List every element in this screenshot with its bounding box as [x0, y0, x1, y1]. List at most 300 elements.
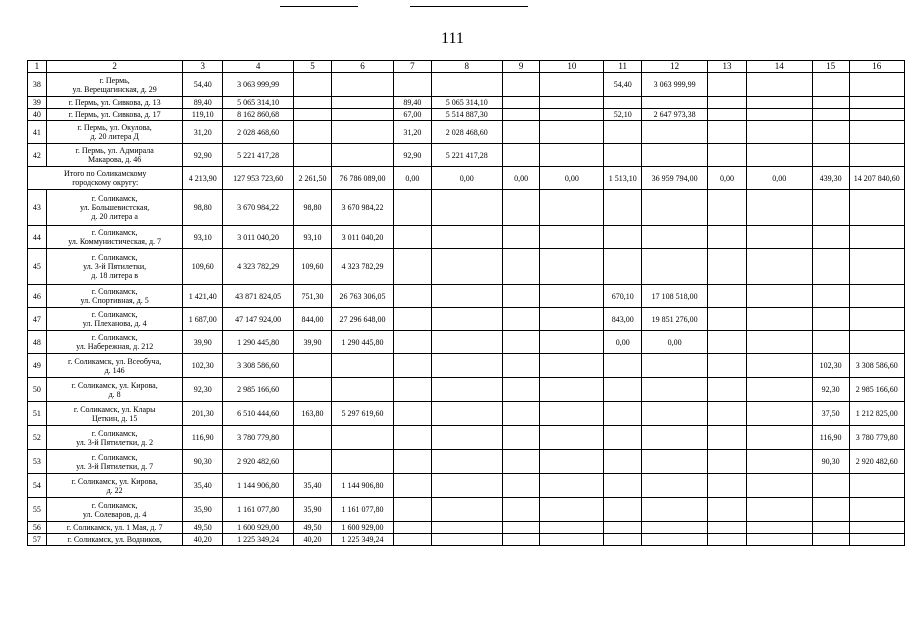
table-cell: 1 687,00	[183, 308, 223, 331]
table-cell: 45	[28, 249, 47, 285]
table-cell: г. Соликамск, ул. Спортивная, д. 5	[46, 285, 183, 308]
table-cell	[431, 331, 502, 354]
table-cell	[849, 226, 904, 249]
table-cell: г. Пермь, ул. Окулова, д. 20 литера Д	[46, 121, 183, 144]
table-cell: 44	[28, 226, 47, 249]
table-cell: 2 028 468,60	[223, 121, 294, 144]
table-cell	[642, 249, 708, 285]
column-number: 13	[708, 61, 747, 73]
table-row	[28, 450, 905, 474]
table-cell	[849, 498, 904, 522]
table-cell	[604, 474, 642, 498]
table-cell: 54,40	[183, 73, 223, 97]
table-cell	[394, 354, 432, 378]
table-cell	[746, 73, 812, 97]
table-cell	[604, 426, 642, 450]
table-cell: 1 421,40	[183, 285, 223, 308]
table-cell: 98,80	[294, 190, 332, 226]
table-cell	[331, 378, 393, 402]
table-cell	[642, 121, 708, 144]
table-cell: 39,90	[183, 331, 223, 354]
table-cell	[431, 308, 502, 331]
table-cell	[394, 285, 432, 308]
table-cell: 19 851 276,00	[642, 308, 708, 331]
table-row	[28, 226, 905, 249]
table-cell	[708, 285, 747, 308]
table-cell: 39	[28, 97, 47, 109]
table-cell: 751,30	[294, 285, 332, 308]
table-cell: 35,90	[294, 498, 332, 522]
table-cell: 4 323 782,29	[331, 249, 393, 285]
table-cell	[394, 534, 432, 546]
table-cell: 116,90	[183, 426, 223, 450]
column-number: 5	[294, 61, 332, 73]
column-number: 15	[812, 61, 849, 73]
table-cell: 54,40	[604, 73, 642, 97]
table-cell: 3 780 779,80	[223, 426, 294, 450]
table-cell	[331, 73, 393, 97]
column-number: 8	[431, 61, 502, 73]
table-cell: 670,10	[604, 285, 642, 308]
table-cell	[746, 249, 812, 285]
column-number: 2	[46, 61, 183, 73]
table-cell	[604, 226, 642, 249]
table-cell: 2 647 973,38	[642, 109, 708, 121]
table-cell: 2 920 482,60	[849, 450, 904, 474]
table-cell: 1 161 077,80	[331, 498, 393, 522]
table-cell	[708, 97, 747, 109]
table-cell: 109,60	[294, 249, 332, 285]
table-cell	[431, 249, 502, 285]
table-cell: 6 510 444,60	[223, 402, 294, 426]
table-cell: 40,20	[294, 534, 332, 546]
table-cell	[604, 190, 642, 226]
table-row	[28, 402, 905, 426]
column-number: 9	[502, 61, 540, 73]
table-cell: 163,80	[294, 402, 332, 426]
table-cell: 90,30	[812, 450, 849, 474]
table-cell: 37,50	[812, 402, 849, 426]
table-cell	[849, 308, 904, 331]
table-cell	[294, 450, 332, 474]
table-cell	[540, 331, 604, 354]
table-cell: 90,30	[183, 450, 223, 474]
table-cell: 49,50	[294, 522, 332, 534]
table-cell	[849, 249, 904, 285]
table-cell: 3 780 779,80	[849, 426, 904, 450]
table-cell	[708, 144, 747, 167]
table-cell	[540, 308, 604, 331]
table-row	[28, 121, 905, 144]
table-cell	[708, 402, 747, 426]
table-cell	[431, 474, 502, 498]
table-cell	[394, 378, 432, 402]
table-cell: 92,90	[394, 144, 432, 167]
table-cell	[642, 402, 708, 426]
table-cell	[540, 226, 604, 249]
table-cell: 39,90	[294, 331, 332, 354]
table-cell: 109,60	[183, 249, 223, 285]
column-number: 7	[394, 61, 432, 73]
table-cell	[849, 534, 904, 546]
table-cell	[746, 450, 812, 474]
table-cell	[331, 144, 393, 167]
table-cell	[849, 522, 904, 534]
table-cell: 5 297 619,60	[331, 402, 393, 426]
table-cell	[431, 73, 502, 97]
table-cell: 46	[28, 285, 47, 308]
table-cell: 92,30	[183, 378, 223, 402]
table-cell: 54	[28, 474, 47, 498]
table-cell	[708, 308, 747, 331]
table-cell	[394, 498, 432, 522]
table-row	[28, 190, 905, 226]
table-cell	[431, 450, 502, 474]
table-cell	[394, 450, 432, 474]
table-cell	[849, 285, 904, 308]
table-cell: 38	[28, 73, 47, 97]
table-cell: 42	[28, 144, 47, 167]
table-cell	[502, 450, 540, 474]
table-cell	[708, 450, 747, 474]
table-cell	[604, 121, 642, 144]
table-cell	[604, 97, 642, 109]
table-cell: 439,30	[812, 167, 849, 190]
table-cell	[502, 97, 540, 109]
table-cell	[708, 226, 747, 249]
table-cell: г. Соликамск, ул. Солеваров, д. 4	[46, 498, 183, 522]
table-cell	[394, 308, 432, 331]
table-cell	[540, 378, 604, 402]
table-cell: 48	[28, 331, 47, 354]
table-cell: 0,00	[540, 167, 604, 190]
table-cell: г. Соликамск, ул. Клары Цеткин, д. 15	[46, 402, 183, 426]
table-cell	[431, 285, 502, 308]
table-cell: 3 011 040,20	[331, 226, 393, 249]
table-cell: 50	[28, 378, 47, 402]
table-cell: 4 213,90	[183, 167, 223, 190]
table-cell	[708, 522, 747, 534]
top-rule-right	[410, 6, 528, 7]
table-cell: 26 763 306,05	[331, 285, 393, 308]
table-cell: 56	[28, 522, 47, 534]
table-cell	[502, 109, 540, 121]
table-cell	[812, 498, 849, 522]
table-cell	[394, 522, 432, 534]
table-cell	[708, 378, 747, 402]
table-cell	[502, 285, 540, 308]
table-cell	[431, 226, 502, 249]
table-row	[28, 354, 905, 378]
column-number: 12	[642, 61, 708, 73]
table-cell: 0,00	[708, 167, 747, 190]
table-cell	[604, 522, 642, 534]
table-cell	[849, 474, 904, 498]
table-cell: 1 290 445,80	[331, 331, 393, 354]
table-cell: 47	[28, 308, 47, 331]
table-row	[28, 73, 905, 97]
table-cell	[431, 190, 502, 226]
table-cell: г. Соликамск, ул. Плеханова, д. 4	[46, 308, 183, 331]
table-cell	[502, 249, 540, 285]
table-cell: 843,00	[604, 308, 642, 331]
table-cell: 5 514 887,30	[431, 109, 502, 121]
table-cell: 4 323 782,29	[223, 249, 294, 285]
table-cell	[746, 534, 812, 546]
table-row	[28, 426, 905, 450]
table-cell: г. Соликамск, ул. 3-й Пятилетки, д. 2	[46, 426, 183, 450]
table-row	[28, 331, 905, 354]
table-cell: 5 065 314,10	[431, 97, 502, 109]
table-cell	[708, 534, 747, 546]
table-cell: 5 221 417,28	[223, 144, 294, 167]
table-cell	[849, 73, 904, 97]
column-number-row	[28, 61, 905, 73]
table-cell: 1 600 929,00	[223, 522, 294, 534]
table-cell: 5 221 417,28	[431, 144, 502, 167]
table-row	[28, 109, 905, 121]
table-cell: 0,00	[642, 331, 708, 354]
table-cell	[812, 73, 849, 97]
table-cell: 31,20	[394, 121, 432, 144]
table-cell: 201,30	[183, 402, 223, 426]
page-number: 111	[441, 30, 464, 47]
table-cell: 93,10	[294, 226, 332, 249]
table-cell	[502, 378, 540, 402]
table-cell	[812, 144, 849, 167]
table-cell	[394, 331, 432, 354]
table-cell	[502, 534, 540, 546]
table-cell: 36 959 794,00	[642, 167, 708, 190]
table-row	[28, 522, 905, 534]
table-cell	[812, 331, 849, 354]
table-cell	[708, 249, 747, 285]
table-cell	[540, 285, 604, 308]
table-cell: г. Пермь, ул. Адмирала Макарова, д. 46	[46, 144, 183, 167]
table-cell	[502, 226, 540, 249]
table-cell: 3 011 040,20	[223, 226, 294, 249]
table-cell: 89,40	[394, 97, 432, 109]
table-cell	[331, 450, 393, 474]
table-cell	[604, 534, 642, 546]
table-cell	[540, 402, 604, 426]
table-cell: 1 513,10	[604, 167, 642, 190]
table-cell	[502, 190, 540, 226]
table-cell	[540, 121, 604, 144]
table-cell	[708, 354, 747, 378]
table-cell	[746, 144, 812, 167]
table-cell	[642, 474, 708, 498]
table-cell	[431, 354, 502, 378]
table-cell: 0,00	[502, 167, 540, 190]
table-cell: 40,20	[183, 534, 223, 546]
table-cell: г. Соликамск, ул. 1 Мая, д. 7	[46, 522, 183, 534]
table-cell: 31,20	[183, 121, 223, 144]
table-cell	[394, 190, 432, 226]
table-cell: 2 920 482,60	[223, 450, 294, 474]
table-cell: 1 144 906,80	[331, 474, 393, 498]
table-cell: г. Пермь, ул. Сивкова, д. 13	[46, 97, 183, 109]
table-cell	[294, 354, 332, 378]
table-cell	[746, 190, 812, 226]
table-cell	[502, 522, 540, 534]
table-cell	[540, 73, 604, 97]
table-cell	[849, 121, 904, 144]
table-cell	[431, 498, 502, 522]
table-cell: г. Соликамск, ул. Кирова, д. 22	[46, 474, 183, 498]
table-cell	[540, 450, 604, 474]
table-cell	[708, 498, 747, 522]
table-cell	[642, 522, 708, 534]
total-row	[28, 167, 905, 190]
table-cell	[294, 109, 332, 121]
table-cell: 14 207 840,60	[849, 167, 904, 190]
table-row	[28, 308, 905, 331]
table-cell: г. Соликамск, ул. Кирова, д. 8	[46, 378, 183, 402]
top-rule-left	[280, 6, 358, 7]
table-cell	[294, 378, 332, 402]
table-cell	[331, 97, 393, 109]
table-cell: г. Соликамск, ул. Всеобуча, д. 146	[46, 354, 183, 378]
table-cell	[294, 73, 332, 97]
register-table	[27, 60, 905, 546]
table-cell	[502, 354, 540, 378]
table-cell: 3 308 586,60	[223, 354, 294, 378]
table-cell	[642, 97, 708, 109]
table-cell: 52,10	[604, 109, 642, 121]
table-cell	[849, 190, 904, 226]
table-cell: 51	[28, 402, 47, 426]
table-cell	[604, 450, 642, 474]
column-number: 16	[849, 61, 904, 73]
table-cell: г. Соликамск, ул. Коммунистическая, д. 7	[46, 226, 183, 249]
table-cell: 127 953 723,60	[223, 167, 294, 190]
table-cell	[746, 378, 812, 402]
table-cell: 2 028 468,60	[431, 121, 502, 144]
table-cell	[849, 331, 904, 354]
table-cell: 17 108 518,00	[642, 285, 708, 308]
table-cell	[604, 354, 642, 378]
table-cell: 52	[28, 426, 47, 450]
table-cell	[746, 97, 812, 109]
table-cell: 1 225 349,24	[223, 534, 294, 546]
table-cell: 93,10	[183, 226, 223, 249]
table-cell: 2 261,50	[294, 167, 332, 190]
table-cell	[642, 190, 708, 226]
table-cell	[849, 97, 904, 109]
table-cell: 35,40	[183, 474, 223, 498]
table-row	[28, 498, 905, 522]
table-cell	[294, 426, 332, 450]
table-cell: 0,00	[431, 167, 502, 190]
table-cell	[540, 354, 604, 378]
table-cell	[540, 109, 604, 121]
table-cell	[431, 402, 502, 426]
table-cell	[394, 474, 432, 498]
table-cell	[642, 378, 708, 402]
table-cell: 27 296 648,00	[331, 308, 393, 331]
table-cell	[540, 426, 604, 450]
table-cell: 76 786 089,00	[331, 167, 393, 190]
table-cell: 3 063 999,99	[223, 73, 294, 97]
table-cell	[642, 144, 708, 167]
table-cell	[812, 121, 849, 144]
table-cell: 8 162 860,68	[223, 109, 294, 121]
table-cell	[604, 498, 642, 522]
table-cell	[540, 522, 604, 534]
table-cell	[540, 190, 604, 226]
table-cell: 116,90	[812, 426, 849, 450]
table-cell	[431, 378, 502, 402]
column-number: 3	[183, 61, 223, 73]
table-cell: 57	[28, 534, 47, 546]
table-cell: г. Соликамск, ул. 3-й Пятилетки, д. 18 литера в	[46, 249, 183, 285]
table-cell	[502, 498, 540, 522]
table-cell	[642, 354, 708, 378]
table-cell: 1 144 906,80	[223, 474, 294, 498]
table-cell	[502, 121, 540, 144]
table-cell: 43 871 824,05	[223, 285, 294, 308]
column-number: 10	[540, 61, 604, 73]
table-cell	[642, 226, 708, 249]
table-cell: 49,50	[183, 522, 223, 534]
table-cell	[746, 354, 812, 378]
table-cell	[540, 144, 604, 167]
table-row	[28, 249, 905, 285]
table-cell: 102,30	[183, 354, 223, 378]
table-cell	[708, 474, 747, 498]
table-cell	[540, 249, 604, 285]
table-cell	[812, 474, 849, 498]
table-cell	[746, 331, 812, 354]
table-cell	[812, 534, 849, 546]
table-row	[28, 474, 905, 498]
table-cell	[812, 226, 849, 249]
table-row	[28, 378, 905, 402]
table-cell	[708, 331, 747, 354]
table-row	[28, 97, 905, 109]
table-cell	[812, 249, 849, 285]
table-cell: 844,00	[294, 308, 332, 331]
table-cell	[746, 121, 812, 144]
table-cell: 3 308 586,60	[849, 354, 904, 378]
table-cell	[812, 190, 849, 226]
table-cell	[708, 426, 747, 450]
table-cell: 3 063 999,99	[642, 73, 708, 97]
table-cell	[394, 226, 432, 249]
table-cell	[812, 97, 849, 109]
table-cell	[394, 402, 432, 426]
table-cell	[604, 378, 642, 402]
table-cell	[502, 402, 540, 426]
table-cell	[604, 144, 642, 167]
table-cell	[502, 144, 540, 167]
table-cell	[708, 121, 747, 144]
table-cell	[502, 73, 540, 97]
table-cell: 53	[28, 450, 47, 474]
table-cell	[431, 534, 502, 546]
table-cell	[540, 97, 604, 109]
table-cell: г. Соликамск, ул. 3-й Пятилетки, д. 7	[46, 450, 183, 474]
table-cell	[331, 121, 393, 144]
table-cell	[746, 285, 812, 308]
table-cell: 0,00	[604, 331, 642, 354]
table-cell	[746, 109, 812, 121]
table-cell	[746, 426, 812, 450]
table-cell	[540, 498, 604, 522]
table-cell: г. Соликамск, ул. Водников,	[46, 534, 183, 546]
table-cell: 1 600 929,00	[331, 522, 393, 534]
